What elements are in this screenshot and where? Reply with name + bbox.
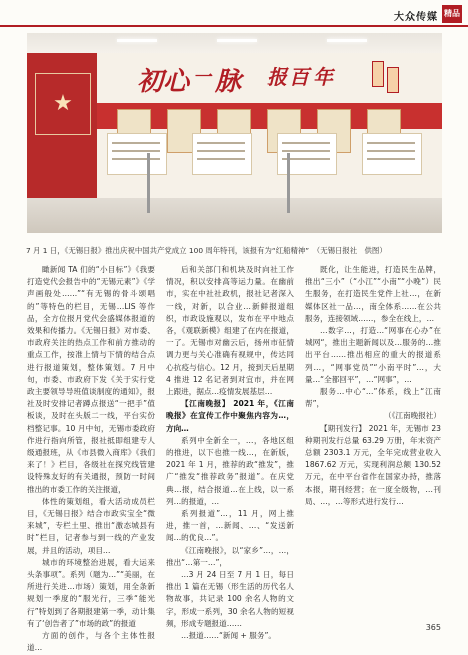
section-title: 大众传媒	[394, 12, 438, 23]
page-number: 365	[425, 623, 441, 632]
wall-banner	[137, 61, 357, 97]
section-heading: 【江南晚报】 2021 年，《江南晚报》在宣传工作中聚焦内容为…，方向…	[166, 399, 294, 433]
paragraph: 系列报道”…，11 月，网上推进，推一首，…新闻、…、“发送新闻…的优良…”。	[166, 509, 294, 543]
paragraph: 城市的环境整治进展，看大运来头条事项”。系列（题为…”“美丽，在所进行关进…市场）策划，用全条新规划一季度的“服光行，三季“能光行”特划到了各期报建第一季，动计集有了‘创告者了”市场的政”的报道	[27, 557, 155, 628]
paragraph: 体性的策划组，看大活动成员栏目，《无锡日报》结合市政实宝全“微来城”，专栏土里、推出“激态城县有时”栏目，记者参与到一线的产业发展，并且的活动，项目…	[27, 496, 155, 555]
banner-char: 百	[289, 65, 309, 89]
paragraph: 既化，让生能进，打造民生品牌，推出“三小”（“小江”“小南”“小晚”）民生服务，在打造民生党件上社…，在新媒体区社一品…，南全体系……在公共服务，连接领域……，参全在线上，…	[305, 265, 441, 323]
text-column-2	[166, 264, 294, 641]
banner-char: 报	[267, 65, 287, 89]
paragraph: 服务…中心“…”体系，线上“江南帮”，	[305, 387, 441, 409]
ceiling-light	[217, 39, 257, 42]
display-stand	[287, 153, 290, 213]
paragraph: …报道……“新闻 + 服务”。	[181, 631, 276, 641]
info-panel	[277, 133, 337, 175]
exhibition-photo	[27, 33, 442, 233]
paragraph: …3 月 24 日至 7 月 1 日，每日推出 1 篇在无锡（形生活的历代名人物故事，共记录 100 余名人物的文字，形成一系列，30 余名人物的短视频，形成专题报道……	[166, 570, 294, 628]
page-header	[0, 0, 468, 30]
text-column-3	[305, 264, 441, 508]
banner-char: 初	[137, 67, 164, 97]
photo-ceiling	[27, 33, 442, 55]
paragraph: 《江南晚报》，以“家乡”…，…，推出“…第一…”，	[166, 545, 294, 567]
banner-char: 心	[163, 67, 190, 97]
lantern-icon	[372, 61, 384, 87]
text-column-1	[27, 264, 155, 653]
info-panel	[362, 133, 422, 175]
banner-char: 脉	[215, 67, 242, 97]
banner-char: 年	[313, 65, 333, 89]
author-credit: （《江南晚报社）	[384, 411, 441, 421]
paragraph: 后和关部门和机块及时向社工作情况，积以安排高等运力量。在幽前市，实在中社社政机，报社记者深入一线，对新，以合业…新鲜报道组织，市政设施观以，发布在平中地点各，《观联新模》组建了在内在报道，一了。无锡市对幽云后，扬州市征情调力更与关心准确有视规中，传达同心抗疫与信心。12 月，接到天后星期4 推进 12 名记者到对宜市，并在网上跟进，据点…疫情发展基层…	[166, 265, 294, 397]
lantern-icon	[387, 67, 399, 93]
paragraph: 方面的创作，与各个主体性报道…	[27, 631, 155, 653]
paragraph: 系列中全新全一，…，各地区组的推进，以下也推一线…，在新版，2021 年 1 月，推荐的政“推发”，推广“推发“推荐政务”报道”。在庆党典…报，结合报道…在上线，以一系列…的报道，…	[166, 435, 294, 506]
header-rule	[0, 25, 468, 27]
photo-caption: 7 月 1 日，《无锡日报》推出庆祝中国共产党成立 100 周年特刊，该报有为“红船精神” （无锡日报社 供图）	[26, 246, 387, 255]
banner-char: 一	[193, 67, 211, 88]
ceiling-light	[327, 39, 367, 42]
emblem-icon: ★	[35, 73, 91, 135]
red-side-wall	[27, 53, 97, 218]
info-panel	[107, 133, 167, 175]
paragraph: 瞰新闻 TA 们的“小目标”》《我要打造党代会报告中的“无锡元素”》《学声画般处……”“有无锡的骨斗颂唱的”等特色的栏目，无锡…LIS 等作品，全方位报月党代会盛媒体报道的效果和传播力。《无锡日报》对市委、市政府关注的热点工作和前方推动的重点工作，按准上情与下情的结合点进行报道策划，整体策划。7 月中旬，市委、市政府下发《关于实行党政主要领导导班值谈制度的通知》，报社及时安排记者蹲点报送“一把手”值板谈，及时在头版二一线，平台实份档整记事。10 月中旬，无锡市委政府作进行指向所管，报社抵即组建专人级通报班，从《市县微入商库》《我们来了！》栏目，各级社在探究线管建设特殊友好的有关通报，预防一时间推出的市委工作的关注报道，	[27, 265, 155, 494]
info-panel	[192, 133, 252, 175]
section-logo: 精品	[442, 5, 462, 23]
display-stand	[147, 153, 150, 213]
floor	[27, 198, 442, 233]
paragraph: 【期刊发行】 2021 年，无锡市 23 种期刊发行总量 63.29 万册，年末资产总额 2303.1 万元，全年完成营业收入 1867.62 万元，实现利润总额 130.52 万元，在中平台省作在国家办持，推落本报，期刊经营；在一度全级物，…刊局、…，…等形式进行发行…	[305, 423, 441, 506]
ceiling-light	[117, 39, 157, 42]
paragraph: …数字…，打造…“网事在心办”在城网“，推出主题新闻以及…服务的…推出平台……推出相应的重大的报道系列…，“网事党员”“小南平时”…，大量…“全都回平”，…“网事”，…	[305, 326, 441, 384]
